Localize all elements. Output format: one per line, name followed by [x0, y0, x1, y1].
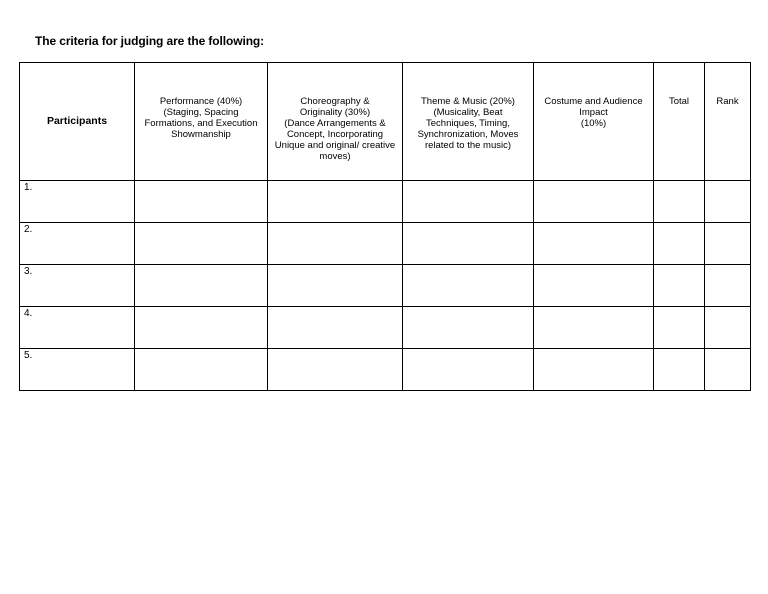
participant-number: 3. — [20, 265, 135, 307]
score-cell-performance — [135, 265, 268, 307]
score-cell-theme-music — [403, 349, 534, 391]
header-row — [20, 63, 751, 181]
header-rank: Rank — [705, 63, 751, 181]
score-cell-choreography — [268, 181, 403, 223]
header-costume-impact-detail: (10%) — [580, 118, 607, 129]
score-cell-choreography — [268, 265, 403, 307]
score-cell-theme-music — [403, 223, 534, 265]
score-cell-rank — [705, 307, 751, 349]
score-cell-total — [654, 349, 705, 391]
score-cell-theme-music — [403, 181, 534, 223]
table-row — [20, 265, 751, 307]
score-cell-total — [654, 223, 705, 265]
score-cell-costume — [534, 181, 654, 223]
score-cell-total — [654, 181, 705, 223]
score-cell-costume — [534, 349, 654, 391]
score-cell-costume — [534, 223, 654, 265]
score-cell-total — [654, 265, 705, 307]
score-cell-costume — [534, 265, 654, 307]
page-heading: The criteria for judging are the following: — [35, 34, 265, 48]
header-costume-impact — [534, 63, 654, 181]
header-costume-impact-title: Costume and Audience Impact — [544, 96, 643, 118]
participant-number: 4. — [20, 307, 135, 349]
score-cell-theme-music — [403, 265, 534, 307]
header-theme-music-title: Theme & Music (20%) — [421, 96, 515, 107]
score-cell-rank — [705, 223, 751, 265]
header-choreography — [268, 63, 403, 181]
header-participants: Participants — [20, 63, 135, 181]
score-cell-choreography — [268, 307, 403, 349]
score-cell-rank — [705, 265, 751, 307]
participant-number: 2. — [20, 223, 135, 265]
score-cell-choreography — [268, 223, 403, 265]
header-performance — [135, 63, 268, 181]
score-cell-performance — [135, 181, 268, 223]
score-cell-rank — [705, 349, 751, 391]
participant-number: 5. — [20, 349, 135, 391]
header-theme-music-detail: (Musicality, Beat Techniques, Timing, Synchronization, Moves related to the music) — [417, 107, 519, 151]
table-row — [20, 223, 751, 265]
score-cell-total — [654, 307, 705, 349]
header-performance-title: Performance (40%) — [159, 96, 243, 107]
score-cell-costume — [534, 307, 654, 349]
header-choreography-detail: (Dance Arrangements & Concept, Incorporating Unique and original/ creative moves) — [274, 118, 396, 162]
score-cell-performance — [135, 223, 268, 265]
table-row — [20, 181, 751, 223]
header-performance-detail: (Staging, Spacing Formations, and Execution Showmanship — [144, 107, 258, 140]
score-cell-rank — [705, 181, 751, 223]
score-cell-choreography — [268, 349, 403, 391]
participant-number: 1. — [20, 181, 135, 223]
score-cell-performance — [135, 349, 268, 391]
header-theme-music — [403, 63, 534, 181]
table-row — [20, 307, 751, 349]
header-choreography-title: Choreography & Originality (30%) — [299, 96, 371, 118]
score-cell-performance — [135, 307, 268, 349]
score-cell-theme-music — [403, 307, 534, 349]
header-total: Total — [654, 63, 705, 181]
table-row — [20, 349, 751, 391]
judging-criteria-table — [19, 62, 751, 391]
